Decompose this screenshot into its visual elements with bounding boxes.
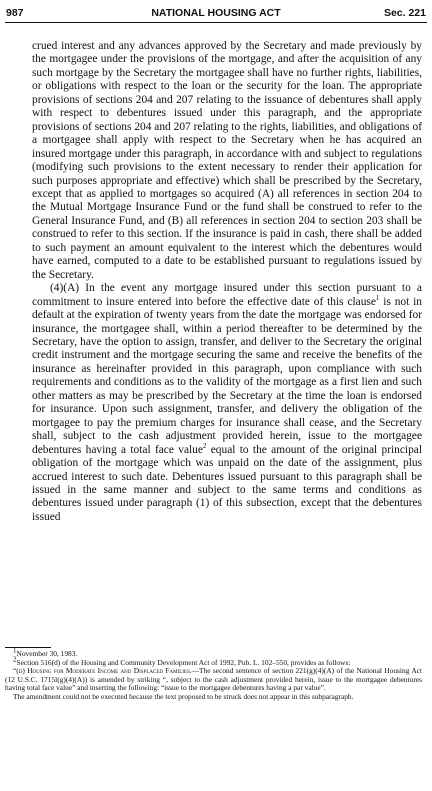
- footnote-2-mark: 2: [13, 655, 17, 664]
- footnote-1-mark: 1: [13, 646, 17, 655]
- footnote-quote-text: —The second sentence of section 221(g)(4)(A) of the National Housing Act (12 U.S.C. 1715l(g)(4)(A)) is amended by striking “, subject to the cash adjustment provided herein, issue to the mortgagee debentures having total face value” and inserting the following: “issue to the mortgagee debentures having a par value”.: [5, 666, 422, 693]
- footnote-ref-1: 1: [375, 293, 380, 302]
- header-rule: [5, 22, 427, 23]
- footnote-quote-heading: “(d) Housing for Moderate Income and Displaced Families.: [13, 666, 192, 676]
- page-title: NATIONAL HOUSING ACT: [151, 7, 281, 19]
- footnote-note: The amendment could not be executed because the text proposed to be struck does not appear in this subparagraph.: [13, 691, 354, 701]
- paragraph-4a: [32, 282, 422, 524]
- footnote-ref-2: 2: [202, 441, 207, 450]
- body-text: [32, 40, 422, 524]
- footnote-2-text: Section 516(d) of the Housing and Community Development Act of 1992, Pub. L. 102–550, provides as follows:: [16, 657, 351, 667]
- footnote-1-text: November 30, 1983.: [16, 649, 78, 658]
- page-number: 987: [6, 7, 24, 19]
- footnote-quote: [5, 667, 422, 693]
- footnote-rule: [5, 647, 51, 648]
- paragraph-4a-part2: is not in default at the expiration of twenty years from the date the mortgage was endorsed for insurance, the mortgagee shall, within a period thereafter to be determined by the Secretary, have the option to assign, transfer, and deliver to the Secretary the original credit instrument and the mortgage securing the same and receive the benefits of the insurance as hereinafter provided in this paragraph, upon compliance with such requirements and conditions as to the validity of the mortgage as a first lien and such other matters as may be prescribed by the Secretary at the time the loan is endorsed for insurance. Upon such assignment, transfer, and delivery the obligation of the mortgagee to pay the premium charges for insurance shall cease, and the Secretary shall, subject to the cash adjustment provided herein, issue to the mortgagee debentures having a total face value: [32, 295, 422, 456]
- running-header: [6, 7, 426, 21]
- footnotes: [5, 646, 422, 702]
- paragraph-continued: crued interest and any advances approved by the Secretary and made previously by the mortgagee under the provisions of the mortgage, and after the acquisition of any such mortgage by the Secretary the mortgagee shall have no further rights, liabilities, or obligations with respect to the loan or the security for the loan. The appropriate provisions of sections 204 and 207 relating to the issuance of debentures shall apply with respect to debentures issued under this paragraph, and the appropriate provisions of sections 204 and 207 relating to the rights, liabilities, and obligations of a mortgagee shall apply with respect to the Secretary when he has acquired an insured mortgage under this paragraph, in accordance with and subject to regulations (modifying such provisions to the extent necessary to render their application for such purposes appropriate and effective) which shall be prescribed by the Secretary, except that as applied to mortgages so acquired (A) all references in section 204 to the Mutual Mortgage Insurance Fund or the fund shall be construed to refer to the General Insurance Fund, and (B) all references in section 204 to section 203 shall be construed to refer to this section. If the insurance is paid in cash, there shall be added to such payment an amount equivalent to the interest which the debentures would have earned, computed to a date to be established pursuant to regulations issued by the Secretary.: [32, 40, 422, 281]
- paragraph-4a-part1: (4)(A) In the event any mortgage insured under this section pursuant to a commitment to insure entered into before the effective date of this clause: [32, 282, 422, 308]
- section-label: Sec. 221: [383, 7, 426, 19]
- paragraph-4a-part3: equal to the amount of the original principal obligation of the mortgage which was unpaid on the date of the assignment, plus accrued interest to such date. Debentures issued pursuant to this paragraph shall be issued in the same manner and subject to the same terms and conditions as debentures issued under paragraph (1) of this subsection, except that the debentures issued: [32, 443, 422, 523]
